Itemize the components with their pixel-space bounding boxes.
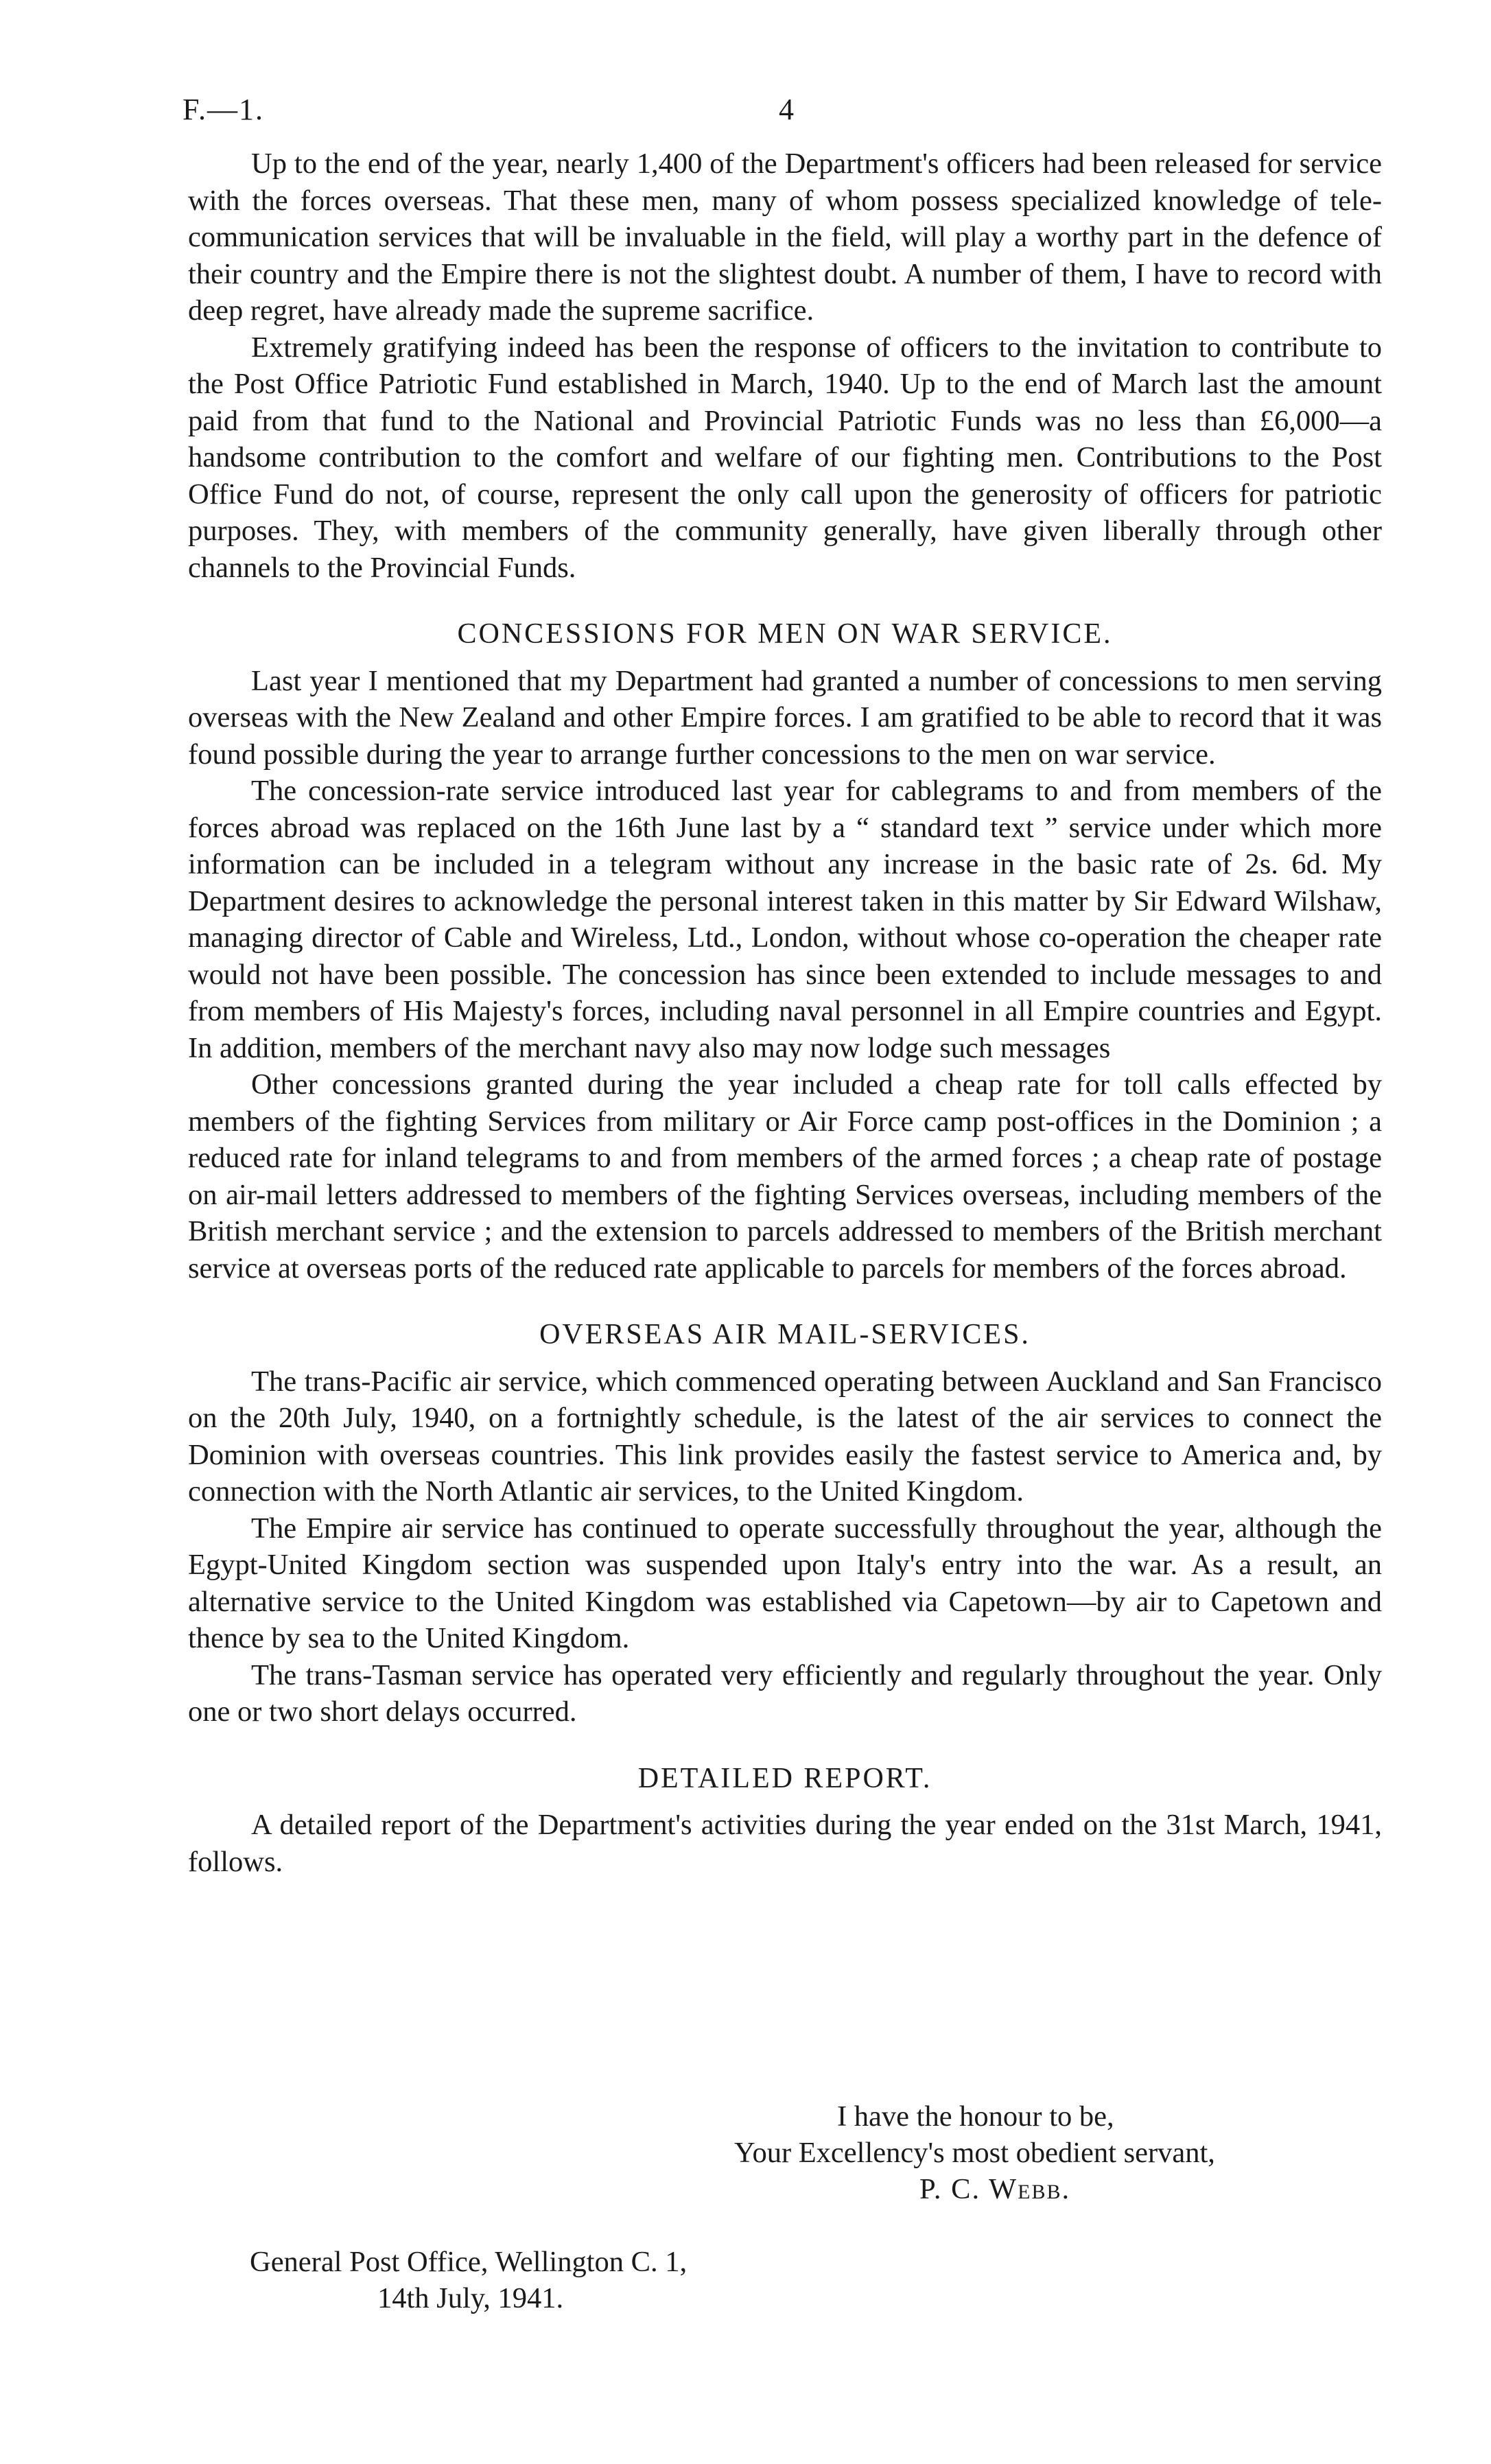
page-number: 4 — [779, 93, 794, 126]
paragraph: Up to the end of the year, nearly 1,400 of the Department's officers had been released for service with the forces overseas. That these men, many of whom possess specialized knowledge of tele-communication services that will be invaluable in the field, will play a worthy part in the defence of their country and the Empire there is not the slightest doubt. A number of them, I have to record with deep regret, have already made the supreme sacrifice. — [188, 148, 1382, 327]
closing-line: Your Excellency's most obedient servant, — [734, 2137, 1215, 2169]
date: 14th July, 1941. — [377, 2282, 564, 2314]
paragraph: Last year I mentioned that my Department had granted a number of concessions to men serving overseas with the New Zealand and other Empire forces. I am gratified to be able to record that it was found possible during the year to arrange further concessions to the men on war service. — [188, 664, 1382, 771]
closing-line: I have the honour to be, — [837, 2100, 1114, 2133]
paragraph: A detailed report of the Department's activities during the year ended on the 31st March, 1941, follows. — [188, 1809, 1382, 1878]
paragraph: The trans-Tasman service has operated very efficiently and regularly throughout the year. Only one or two short delays occurred. — [188, 1658, 1382, 1728]
section-heading-air-mail: OVERSEAS AIR MAIL-SERVICES. — [539, 1319, 1031, 1350]
section-heading-concessions: CONCESSIONS FOR MEN ON WAR SERVICE. — [457, 618, 1113, 650]
section-heading-report: DETAILED REPORT. — [637, 1762, 932, 1794]
closing-block — [734, 2098, 1352, 2207]
paragraph: The trans-Pacific air service, which commenced operating between Auckland and San Francisco on the 20th July, 1940, on a fortnightly schedule, is the latest of the air services to connect the Dominion with overseas countries. This link provides easily the fastest service to America and, by connection with the North Atlantic air services, to the United Kingdom. — [188, 1365, 1382, 1507]
body-text — [188, 145, 1382, 1880]
paragraph: The concession-rate service introduced last year for cablegrams to and from members of the forces abroad was replaced on the 16th June last by a “ standard text ” service under which more information can be included in a telegram without any increase in the basic rate of 2s. 6d. My Department desires to acknowledge the personal interest taken in this matter by Sir Edward Wilshaw, managing director of Cable and Wireless, Ltd., London, without whose co-operation the cheaper rate would not have been possible. The concession has since been extended to include messages to and from members of His Majesty's forces, including naval personnel in all Empire countries and Egypt. In addition, members of the merchant navy also may now lodge such messages — [188, 775, 1382, 1064]
address: General Post Office, Wellington C. 1, — [250, 2246, 688, 2278]
paragraph: The Empire air service has continued to operate successfully throughout the year, although the Egypt-United Kingdom section was suspended upon Italy's entry into the war. As a result, an alternative service to the United Kingdom was established via Capetown—by air to Capetown and thence by sea to the United Kingdom. — [188, 1512, 1382, 1654]
report-reference: F.—1. — [183, 93, 264, 126]
footer-block — [250, 2244, 687, 2316]
paragraph: Extremely gratifying indeed has been the response of officers to the invitation to contribute to the Post Office Patriotic Fund established in March, 1940. Up to the end of March last the amount paid from that fund to the National and Provincial Patriotic Funds was no less than £6,000—a handsome contribution to the comfort and welfare of our fighting men. Contributions to the Post Office Fund do not, of course, represent the only call upon the generosity of officers for patriotic purposes. They, with members of the community generally, have given liberally through other channels to the Provincial Funds. — [188, 331, 1382, 584]
paragraph: Other concessions granted during the year included a cheap rate for toll calls effected by members of the fighting Services from military or Air Force camp post-offices in the Dominion ; a reduced rate for inland telegrams to and from members of the armed forces ; a cheap rate of postage on air-mail letters addressed to members of the fighting Services overseas, including members of the British merchant service ; and the extension to parcels addressed to members of the British merchant service at overseas ports of the reduced rate applicable to parcels for members of the forces abroad. — [188, 1068, 1382, 1284]
signature: P. C. Webb. — [919, 2173, 1071, 2205]
